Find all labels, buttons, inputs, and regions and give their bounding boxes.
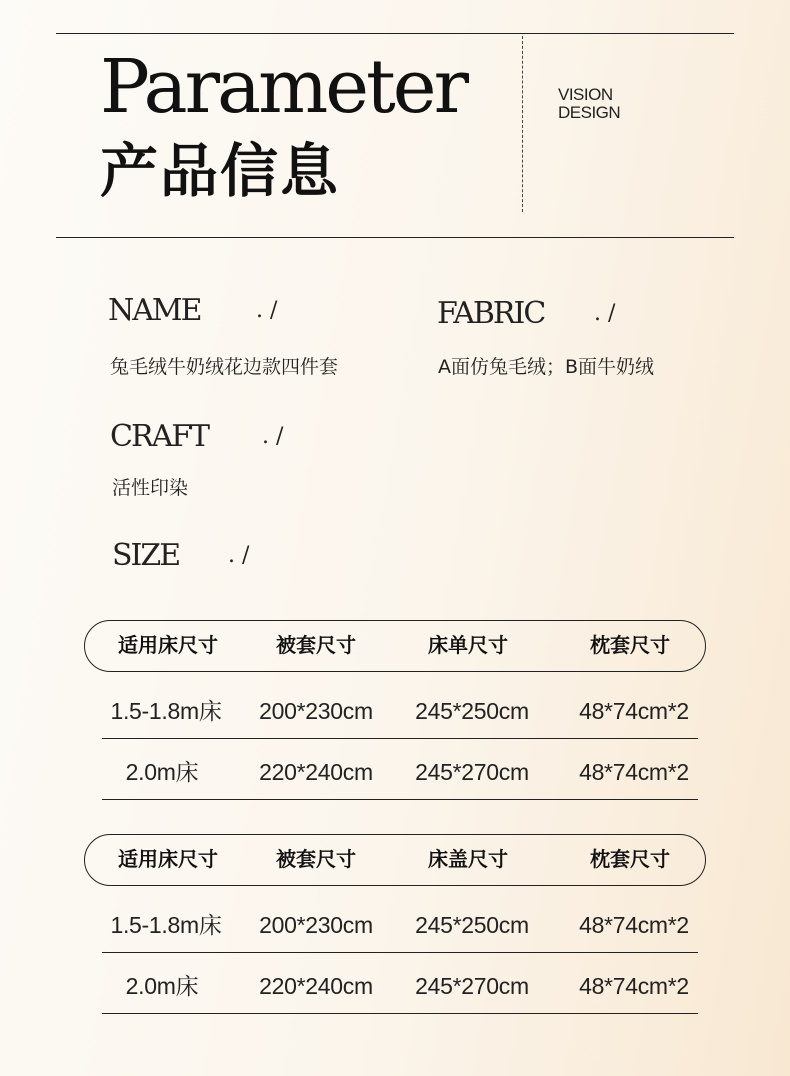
table-2-row-1-bedspread: 245*250cm — [415, 912, 529, 938]
brand-line-2: DESIGN — [558, 103, 621, 122]
table-2-header-duvet: 被套尺寸 — [276, 847, 356, 871]
table-2-row-1-pillow: 48*74cm*2 — [579, 912, 689, 938]
header-divider — [522, 36, 523, 212]
table-1-row-1-bed: 1.5-1.8m床 — [110, 698, 222, 724]
table-2-row-1-bed: 1.5-1.8m床 — [110, 912, 222, 938]
craft-value: 活性印染 — [112, 477, 189, 499]
header-bottom-rule — [56, 237, 734, 238]
fabric-value: A面仿兔毛绒；B面牛奶绒 — [438, 356, 655, 378]
page-title-zh: 产品信息 — [100, 137, 341, 205]
table-1-header-pillow: 枕套尺寸 — [590, 633, 670, 657]
name-value: 兔毛绒牛奶绒花边款四件套 — [110, 356, 339, 378]
table-1-row-2-bed: 2.0m床 — [125, 759, 199, 785]
table-2-row-2-duvet: 220*240cm — [259, 973, 373, 999]
table-1-row-2-pillow: 48*74cm*2 — [579, 759, 689, 785]
fabric-label: FABRIC — [437, 296, 545, 331]
table-1-header-duvet: 被套尺寸 — [276, 633, 356, 657]
table-2-row-2-rule — [102, 1013, 698, 1014]
table-1-row-2-sheet: 245*270cm — [415, 759, 529, 785]
brand-mark — [558, 86, 620, 122]
table-1-row-1-pillow: 48*74cm*2 — [579, 698, 689, 724]
table-2-header-bedspread: 床盖尺寸 — [428, 847, 508, 871]
fabric-slash: . / — [594, 301, 616, 326]
brand-line-1: VISION — [558, 85, 613, 104]
table-1-row-1-rule — [102, 738, 698, 739]
name-slash: . / — [256, 298, 278, 323]
table-1-row-2-duvet: 220*240cm — [259, 759, 373, 785]
table-2-row-2-bed: 2.0m床 — [125, 973, 199, 999]
table-2-header-bed: 适用床尺寸 — [118, 847, 218, 871]
name-label: NAME — [108, 293, 201, 328]
table-2-header-pillow: 枕套尺寸 — [590, 847, 670, 871]
page-title-en: Parameter — [100, 44, 466, 130]
craft-label: CRAFT — [110, 419, 209, 454]
size-label: SIZE — [112, 538, 180, 573]
table-2-row-2-bedspread: 245*270cm — [415, 973, 529, 999]
table-1-row-1-sheet: 245*250cm — [415, 698, 529, 724]
table-2-row-2-pillow: 48*74cm*2 — [579, 973, 689, 999]
table-2-row-1-rule — [102, 952, 698, 953]
size-slash: . / — [228, 543, 250, 568]
top-rule — [56, 33, 734, 34]
table-1-header-sheet: 床单尺寸 — [428, 633, 508, 657]
table-2-row-1-duvet: 200*230cm — [259, 912, 373, 938]
craft-slash: . / — [262, 424, 284, 449]
table-1-row-2-rule — [102, 799, 698, 800]
table-1-row-1-duvet: 200*230cm — [259, 698, 373, 724]
table-1-header-bed: 适用床尺寸 — [118, 633, 218, 657]
